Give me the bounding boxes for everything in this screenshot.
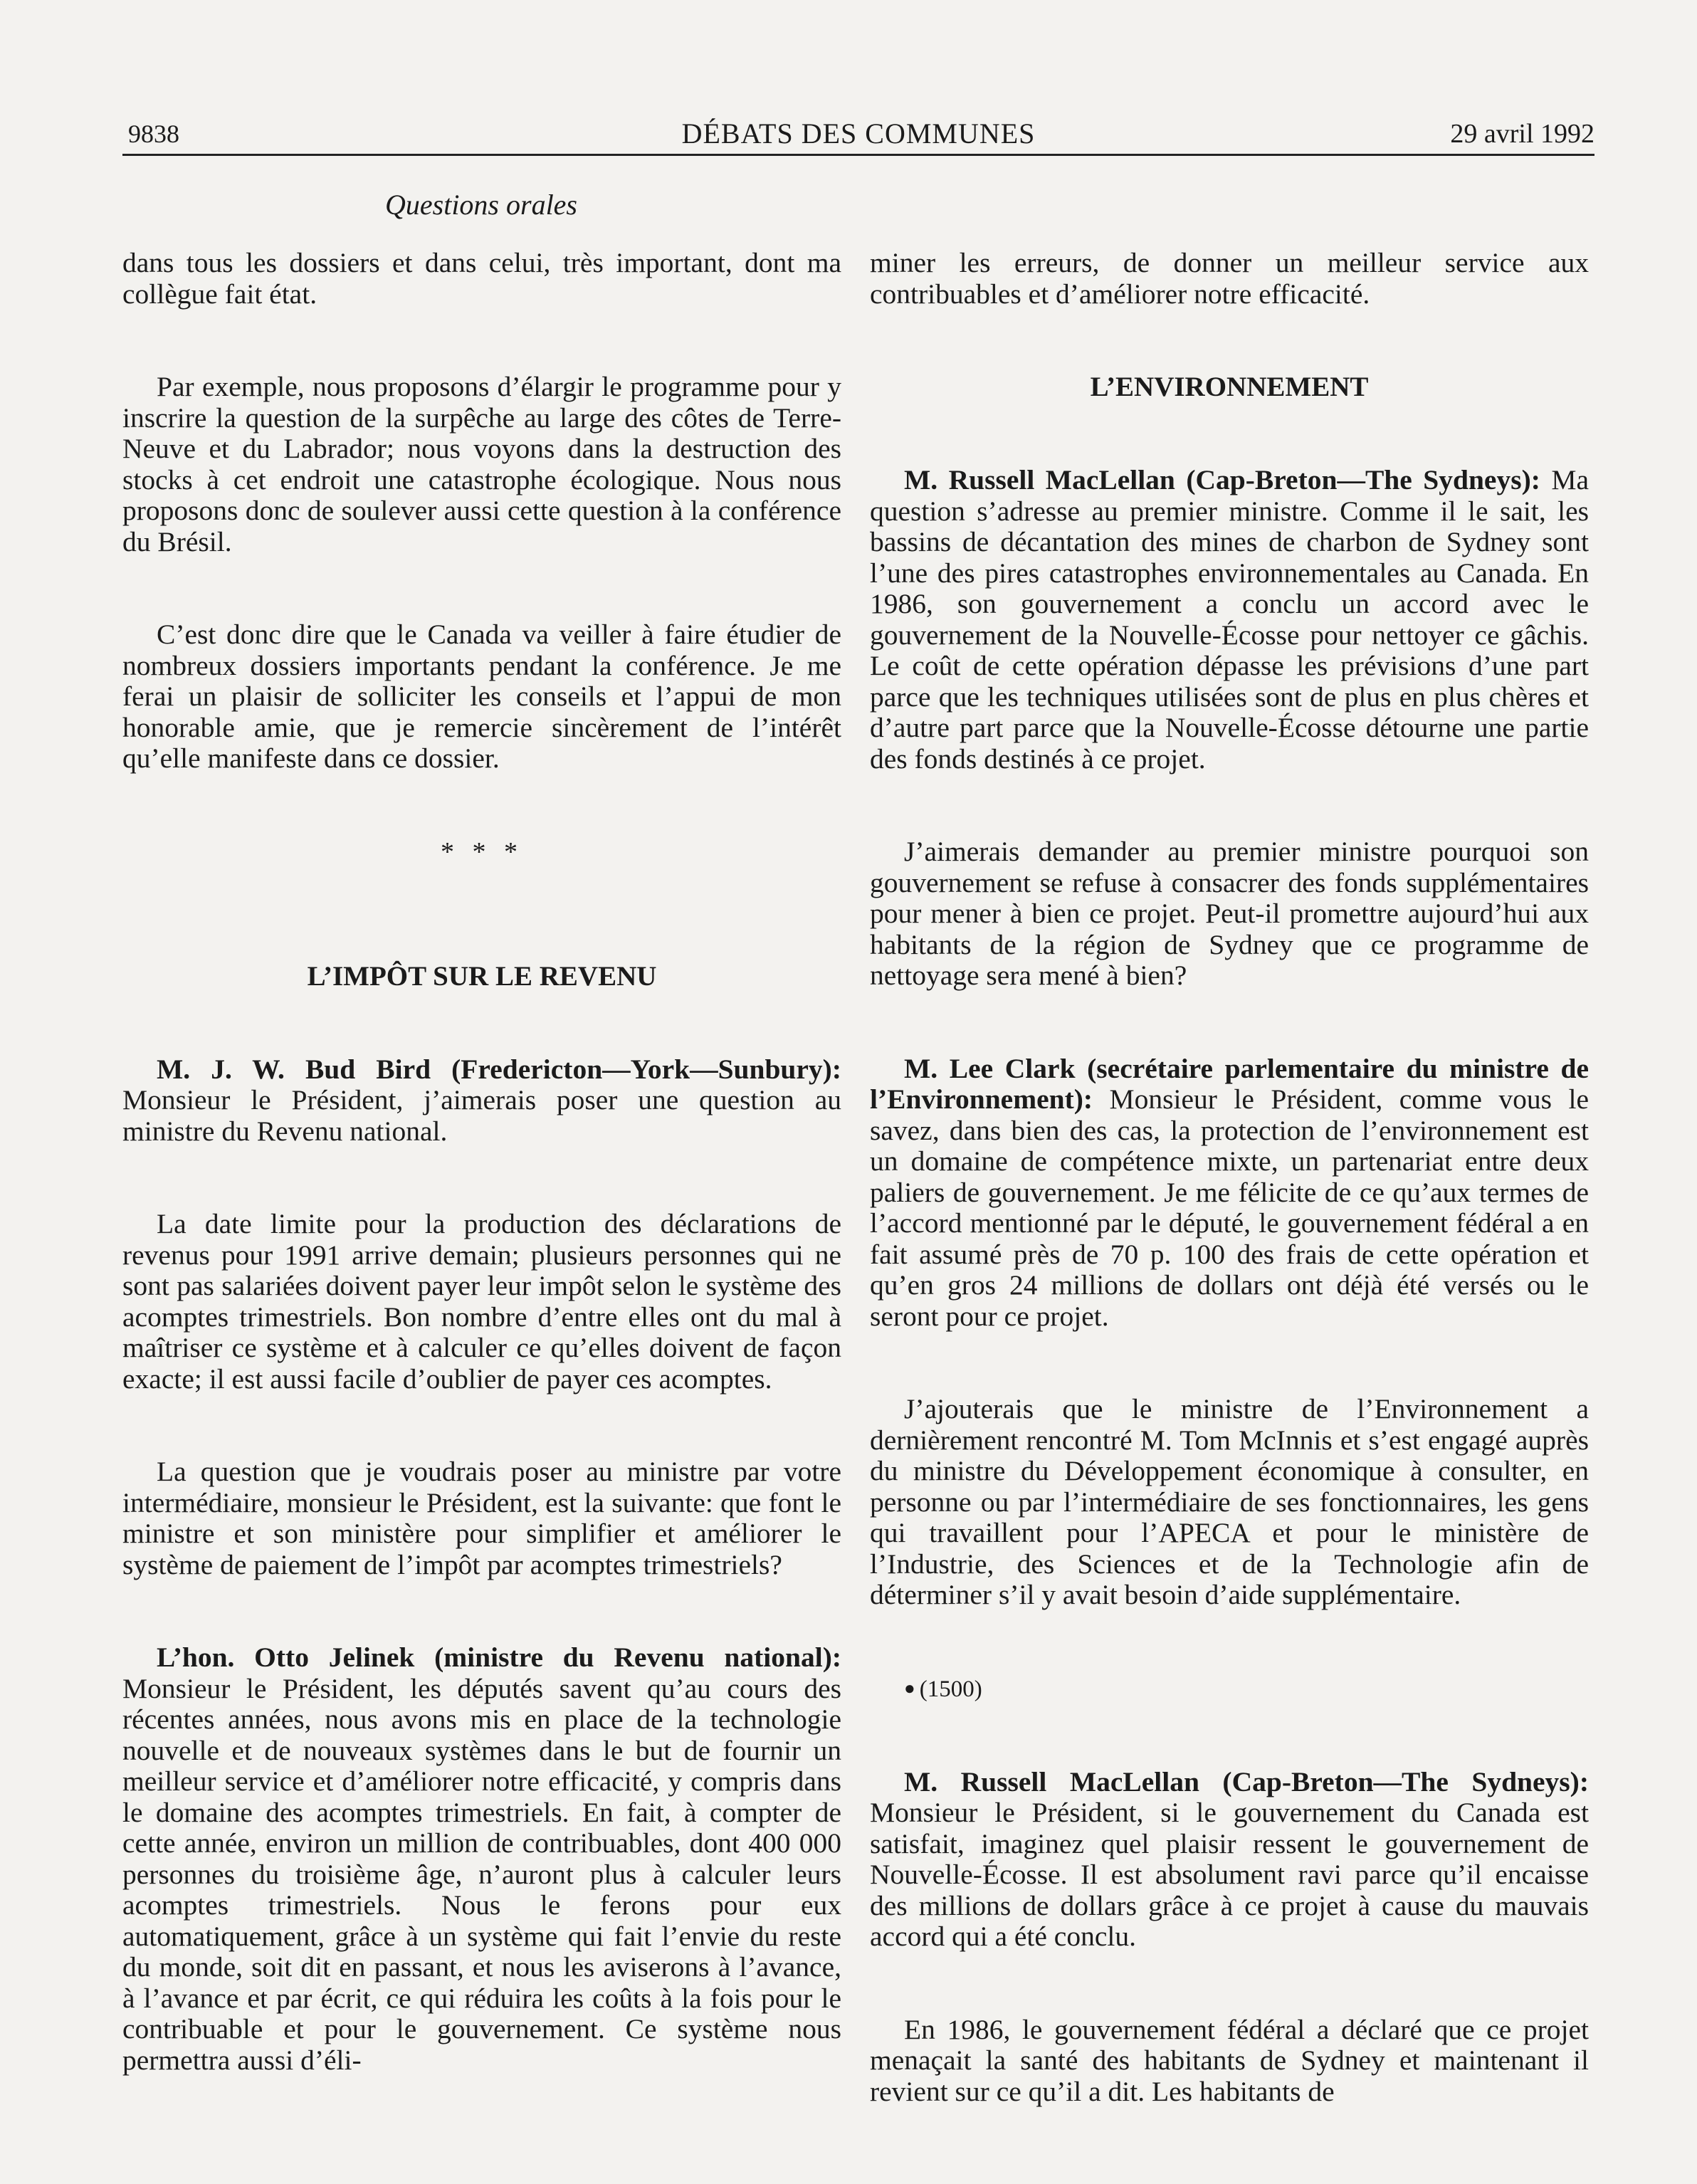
left-column [122,248,841,2138]
time-marker [870,1673,1589,1705]
speaker-name: M. Lee Clark (secrétaire parlementaire du ministre de l’Environnement): [870,1052,1589,1115]
paragraph: miner les erreurs, de donner un meilleur service aux contribuables et d’améliorer notre efficacité. [870,247,1589,310]
header-date: 29 avril 1992 [1450,119,1594,149]
paragraph: dans tous les dossiers et dans celui, très important, dont ma collègue fait état. [122,247,841,310]
section-title: Questions orales [385,189,577,221]
section-separator: * * * [441,836,523,867]
speaker-name: M. J. W. Bud Bird (Fredericton—York—Sunbury): [157,1053,841,1085]
paragraph: La question que je voudrais poser au ministre par votre intermédiaire, monsieur le Président, est la suivante: que font le ministre et son ministère pour simplifier et améliorer le système de paiement de l’impôt par acomptes trimestriels? [122,1456,841,1580]
speech-text: Monsieur le Président, si le gouvernement du Canada est satisfait, imaginez quel plaisir ressent le gouvernement de Nouvelle-Écosse. Il est absolument ravi parce qu’il encaisse des millions de dollars grâce à ce projet à cause du mauvais accord qui a été conclu. [870,1797,1589,1952]
speaker-name: L’hon. Otto Jelinek (ministre du Revenu national): [157,1642,841,1673]
speech-paragraph [870,1054,1589,1333]
speech-paragraph [122,1054,841,1148]
speech-paragraph [122,1642,841,2076]
paragraph: J’aimerais demander au premier ministre pourquoi son gouvernement se refuse à consacrer des fonds supplémentaires pour mener à bien ce projet. Peut-il promettre aujourd’hui aux habitants de la région de Sydney que ce programme de nettoyage sera mené à bien? [870,836,1589,991]
paragraph: La date limite pour la production des déclarations de revenus pour 1991 arrive demain; plusieurs personnes qui ne sont pas salariées doivent payer leur impôt selon le système des acomptes trimestriels. Bon nombre d’entre elles ont du mal à maîtriser ce système et à calculer ce qu’elles doivent de façon exacte; il est aussi facile d’oublier de payer ces acomptes. [122,1208,841,1395]
paragraph: J’ajouterais que le ministre de l’Environnement a dernièrement rencontré M. Tom McInnis et s’est engagé auprès du ministre du Développement économique à consulter, en personne ou par l’intermédiaire de ses fonctionnaires, les gens qui travaillent pour l’APECA et pour le ministère de l’Industrie, des Sciences et de la Technologie afin de déterminer s’il y avait besoin d’aide supplémentaire. [870,1393,1589,1610]
speech-text: Monsieur le Président, les députés savent qu’au cours des récentes années, nous avons mis en place de la technologie nouvelle et de nouveaux systèmes dans le but de fournir un meilleur service et d’améliorer notre efficacité, y compris dans le domaine des acomptes trimestriels. En fait, à compter de cette année, environ un million de contribuables, dont 400 000 personnes du troisième âge, n’auront plus à calculer leurs acomptes trimestriels. Nous le ferons pour eux automatiquement, grâce à un système qui fait l’envie du reste du monde, soit dit en passant, et nous les aviserons à l’avance, à l’avance et par écrit, ce qui réduira les coûts à la fois pour le contribuable et pour le gouvernement. Ce système nous permettra aussi d’éli- [122,1672,841,2076]
bullet-icon: ● [904,1677,915,1699]
speech-paragraph [870,1767,1589,1953]
speech-text: Monsieur le Président, j’aimerais poser une question au ministre du Revenu national. [122,1084,841,1147]
paragraph: C’est donc dire que le Canada va veiller à faire étudier de nombreux dossiers importants pendant la conférence. Je me ferai un plaisir de solliciter les conseils et l’appui de mon honorable amie, que je remercie sincèrement de l’intérêt qu’elle manifeste dans ce dossier. [122,619,841,774]
speaker-name: M. Russell MacLellan (Cap-Breton—The Sydneys): [904,464,1540,495]
header-rule [122,154,1594,156]
speech-paragraph [870,465,1589,775]
speech-text: Monsieur le Président, comme vous le savez, dans bien des cas, la protection de l’environnement est un domaine de compétence mixte, un partenariat entre deux paliers de gouvernement. Je me félicite de ce qu’aux termes de l’accord mentionné par le député, le gouvernement fédéral a en fait assumé près de 70 p. 100 des frais de cette opération et qu’en gros 24 millions de dollars ont déjà été versés ou le seront pour ce projet. [870,1083,1590,1332]
journal-title: DÉBATS DES COMMUNES [681,117,1036,149]
speaker-name: M. Russell MacLellan (Cap-Breton—The Sydneys): [904,1765,1589,1797]
right-column [870,248,1589,2169]
paragraph: Par exemple, nous proposons d’élargir le programme pour y inscrire la question de la surpêche au large des côtes de Terre-Neuve et du Labrador; nous voyons dans la destruction des stocks à cet endroit une catastrophe écologique. Nous nous proposons donc de soulever aussi cette question à la conférence du Brésil. [122,371,841,557]
subject-heading: L’ENVIRONNEMENT [1090,372,1369,402]
running-header [122,115,1594,152]
speech-text: Ma question s’adresse au premier ministre. Comme il le sait, les bassins de décantation des mines de charbon de Sydney sont l’une des pires catastrophes environnementales au Canada. En 1986, son gouvernement a conclu un accord avec le gouvernement de la Nouvelle-Écosse pour nettoyer ce gâchis. Le coût de cette opération dépasse les prévisions d’une part parce que les techniques utilisées sont de plus en plus chères et d’autre part parce que la Nouvelle-Écosse détourne une partie des fonds destinés à ce projet. [870,464,1589,775]
time-marker-text: (1500) [919,1676,982,1702]
page-number: 9838 [128,120,179,148]
paragraph: En 1986, le gouvernement fédéral a déclaré que ce projet menaçait la santé des habitants de Sydney et maintenant il revient sur ce qu’il a dit. Les habitants de [870,2013,1589,2107]
subject-heading: L’IMPÔT SUR LE REVENU [307,960,657,992]
